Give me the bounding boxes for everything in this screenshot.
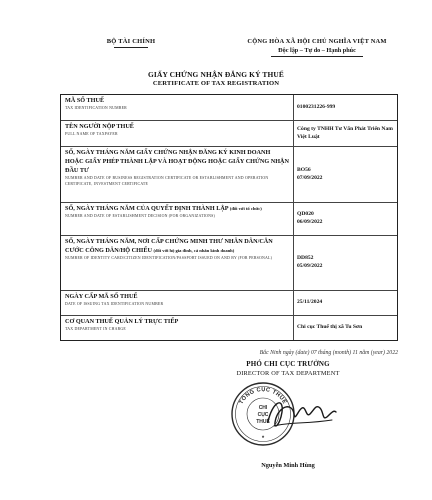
taxpayer-name-label-english: FULL NAME OF TAXPAYER <box>65 131 118 136</box>
business-certificate-label: SỐ, NGÀY THÁNG NĂM GIẤY CHỨNG NHẬN ĐĂNG KÝ KINH DOANH HOẶC GIẤY PHÉP THÀNH LẬP VÀ HOẠT ĐỘNG HOẶC GIẤY CHỨNG NHẬN ĐẦU TƯ <box>65 149 289 174</box>
tax-department-value: Chi cục Thuế thị xã Tu Sơn <box>297 324 363 331</box>
row-business-certificate-value <box>294 147 397 202</box>
row-establishment-decision <box>61 203 397 236</box>
tax-department-label-english: TAX DEPARTMENT IN CHARGE <box>65 326 126 331</box>
nation-header <box>222 38 412 57</box>
row-tax-department <box>61 316 397 340</box>
row-identity-document <box>61 236 397 291</box>
nation-name: CỘNG HÒA XÃ HỘI CHỦ NGHĨA VIỆT NAM <box>247 38 387 45</box>
establishment-decision-number: QD020 <box>297 211 314 218</box>
ministry-name: BỘ TÀI CHÍNH <box>106 38 156 45</box>
identity-document-label-english: NUMBER OF IDENTITY CARD/CITIZEN IDENTIFICATION/PASSPORT ISSUED ON AND BY (FOR PERSONAL) <box>65 255 273 260</box>
issue-date-value: 25/11/2024 <box>297 299 323 306</box>
signing-date: Bắc Ninh ngày (date) 07 tháng (month) 11 năm (year) 2022 <box>259 350 398 356</box>
row-establishment-decision-value <box>294 203 397 235</box>
certificate-title: GIẤY CHỨNG NHẬN ĐĂNG KÝ THUẾ <box>148 70 284 79</box>
taxpayer-name-label: TÊN NGƯỜI NỘP THUẾ <box>65 123 134 130</box>
tax-id-label-english: TAX IDENTIFICATION NUMBER <box>65 105 127 110</box>
business-certificate-label-english: NUMBER AND DATE OF BUSINESS REGISTRATION CERTIFICATE OR ESTABLISHMENT AND OPERATION CERTIFICATE, INVESTMENT CERTIFICATE <box>65 175 269 186</box>
row-issue-date-value <box>294 291 397 315</box>
identity-document-date: 05/09/2022 <box>297 263 323 269</box>
issue-date-label: NGÀY CẤP MÃ SỐ THUẾ <box>65 293 138 300</box>
seal-star: * <box>261 436 265 442</box>
row-business-certificate-label <box>61 147 294 202</box>
row-issue-date-label <box>61 291 294 315</box>
seal-text-line2: CỤC <box>257 412 269 418</box>
tax-id-label: MÃ SỐ THUẾ <box>65 97 105 104</box>
tax-department-label: CƠ QUAN THUẾ QUẢN LÝ TRỰC TIẾP <box>65 318 179 325</box>
row-issue-date <box>61 291 397 316</box>
row-taxpayer-name-value <box>294 121 397 146</box>
taxpayer-name-value: Công ty TNHH Tư Vấn Phát Triển Nam Việt Luật <box>297 125 393 140</box>
identity-document-note: (đối với hộ gia đình, cá nhân kinh doanh) <box>153 247 235 253</box>
row-identity-document-label <box>61 236 294 290</box>
business-certificate-number: BO56 <box>297 166 311 173</box>
row-tax-id-label <box>61 95 294 120</box>
identity-document-label: SỐ, NGÀY THÁNG NĂM, NƠI CẤP CHỨNG MINH THƯ NHÂN DÂN/CĂN CƯỚC CÔNG DÂN/HỘ CHIẾU <box>65 238 273 254</box>
certificate-title-english: CERTIFICATE OF TAX REGISTRATION <box>152 80 280 87</box>
seal-text-top: TỔNG CỤC THUẾ <box>238 386 288 406</box>
seal-text-line1: CHI <box>258 405 268 411</box>
row-tax-department-label <box>61 316 294 340</box>
signatory-title-english: DIRECTOR OF TAX DEPARTMENT <box>236 370 340 377</box>
establishment-decision-note: (đối với tổ chức) <box>229 206 262 211</box>
row-establishment-decision-label <box>61 203 294 235</box>
motto-underline <box>271 56 363 57</box>
seal-text-line3: THUẾ <box>256 419 270 425</box>
row-taxpayer-name <box>61 121 397 147</box>
nation-motto: Độc lập – Tự do – Hạnh phúc <box>278 47 356 54</box>
signatory-title: PHÓ CHI CỤC TRƯỞNG <box>246 360 330 368</box>
row-tax-department-value <box>294 316 397 340</box>
row-tax-id-value <box>294 95 397 120</box>
row-identity-document-value <box>294 236 397 290</box>
signer-name: Nguyễn Minh Hùng <box>261 462 315 469</box>
row-tax-id <box>61 95 397 121</box>
tax-id-value: 0100231226-999 <box>297 103 336 110</box>
ministry-underline <box>114 47 148 48</box>
row-business-certificate <box>61 147 397 203</box>
establishment-decision-label-english: NUMBER AND DATE OF ESTABLISHMENT DECISION (FOR ORGANIZATIONS) <box>65 213 216 218</box>
business-certificate-date: 07/09/2022 <box>297 174 323 181</box>
handwritten-signature <box>262 392 340 438</box>
issue-date-label-english: DATE OF ISSUING TAX IDENTIFICATION NUMBER <box>65 301 164 306</box>
identity-document-number: DD852 <box>297 255 314 262</box>
registration-table <box>60 94 398 341</box>
establishment-decision-date: 06/09/2022 <box>297 219 323 225</box>
establishment-decision-label: SỐ, NGÀY THÁNG NĂM CỦA QUYẾT ĐỊNH THÀNH LẬP <box>65 205 229 212</box>
ministry-header <box>96 38 166 48</box>
row-taxpayer-name-label <box>61 121 294 146</box>
